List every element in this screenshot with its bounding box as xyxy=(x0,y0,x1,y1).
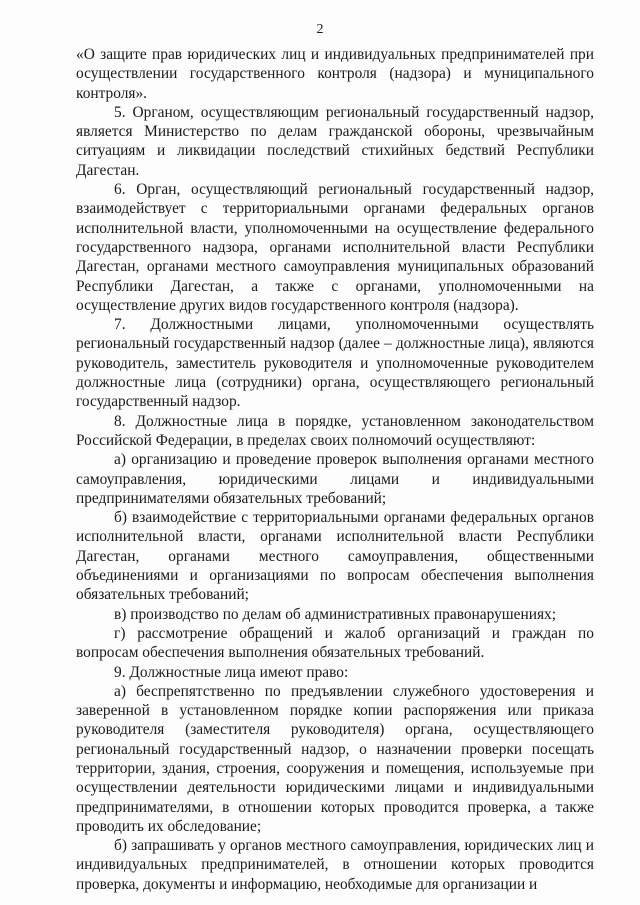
subparagraph-8a: а) организацию и проведение проверок выполнения органами местного самоуправления, юридическими лицами и индивидуальными предпринимателями обязательных требований; xyxy=(76,451,594,507)
page-number: 2 xyxy=(316,22,324,37)
subparagraph-8g: г) рассмотрение обращений и жалоб организаций и граждан по вопросам обеспечения выполнения обязательных требований. xyxy=(76,624,594,662)
subparagraph-9a: а) беспрепятственно по предъявлении служебного удостоверения и заверенной в установленном порядке копии распоряжения или приказа руководителя (заместителя руководителя) органа, осуществляющего региональный государственный надзор, о назначении проверки посещать территории, здания, строения, сооружения и помещения, используемые при осуществлении деятельности юридическими лицами и индивидуальными предпринимателями, в отношении которых проводится проверка, а также проводить их обследование; xyxy=(76,682,594,835)
paragraph-item-8: 8. Должностные лица в порядке, установленном законодательством Российской Федерации, в пределах своих полномочий осуществляют: xyxy=(76,412,594,449)
document-body xyxy=(76,45,594,894)
paragraph-item-7: 7. Должностными лицами, уполномоченными осуществлять региональный государственный надзор (далее – должностные лица), являются руководитель, заместитель руководителя и уполномоченные руководителем должностные лица (сотрудники) органа, осуществляющего региональный государственный надзор. xyxy=(76,316,594,411)
paragraph-item-6: 6. Орган, осуществляющий региональный государственный надзор, взаимодействует с территориальными органами федеральных органов исполнительной власти, уполномоченными на осуществление федерального государственного надзора, органами исполнительной власти Республики Дагестан, органами местного самоуправления муниципальных образований Республики Дагестан, а также с органами, уполномоченными на осуществление других видов государственного контроля (надзора). xyxy=(76,181,594,314)
paragraph-item-5: 5. Органом, осуществляющим региональный государственный надзор, является Министерство по делам гражданской обороны, чрезвычайным ситуациям и ликвидации последствий стихийных бедствий Республики Дагестан. xyxy=(76,103,594,179)
subparagraph-9b: б) запрашивать у органов местного самоуправления, юридических лиц и индивидуальных предпринимателей, в отношении которых проводится проверка, документы и информацию, необходимые для организации и xyxy=(76,837,594,893)
subparagraph-8v: в) производство по делам об административных правонарушениях; xyxy=(114,605,557,623)
paragraph-continuation: «О защите прав юридических лиц и индивидуальных предпринимателей при осуществлении государственного контроля (надзора) и муниципального контроля». xyxy=(76,46,594,102)
subparagraph-8b: б) взаимодействие с территориальными органами федеральных органов исполнительной власти, органами исполнительной власти Республики Дагестан, органами местного самоуправления, общественными объединениями и организациями по вопросам обеспечения выполнения обязательных требований; xyxy=(76,509,594,604)
paragraph-item-9: 9. Должностные лица имеют право: xyxy=(114,663,349,681)
